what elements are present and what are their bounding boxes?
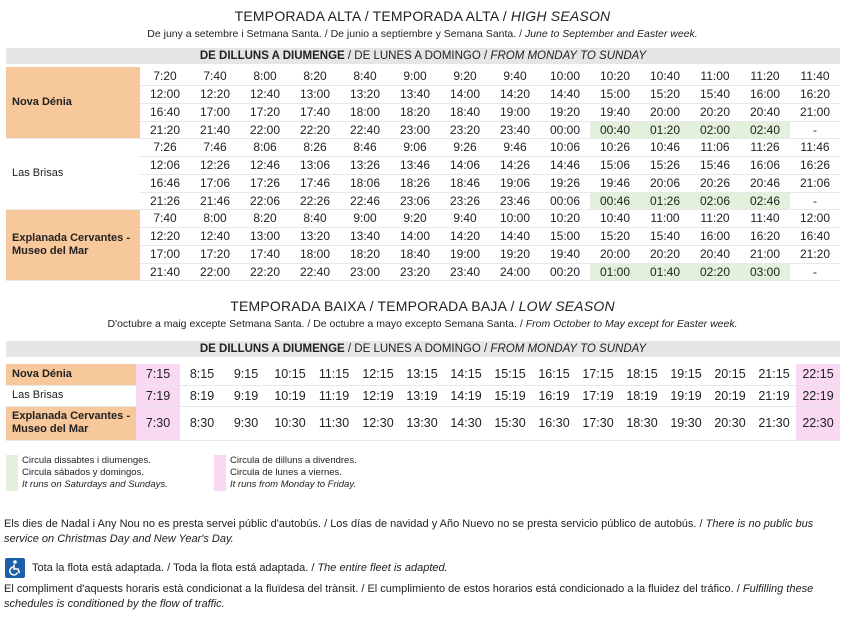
departure-time: 13:40 <box>340 227 390 245</box>
departure-time: 8:15 <box>180 364 224 385</box>
departure-time: 12:20 <box>190 85 240 103</box>
departure-time: 12:00 <box>790 209 840 227</box>
departure-time: 16:40 <box>140 103 190 121</box>
departure-time: 16:40 <box>790 227 840 245</box>
departure-time: 7:19 <box>136 385 180 406</box>
departure-time: 18:06 <box>340 174 390 192</box>
traffic-note-ca: El compliment d'aquests horaris està condicionat a la fluïdesa del trànsit. <box>4 583 359 595</box>
departure-time: 19:15 <box>664 364 708 385</box>
departure-time: 19:30 <box>664 406 708 440</box>
departure-time: 17:40 <box>290 103 340 121</box>
departure-time: 18:46 <box>440 174 490 192</box>
departure-time: 18:30 <box>620 406 664 440</box>
high-title-ca: TEMPORADA ALTA <box>234 8 361 24</box>
low-stop-name: Las Brisas <box>6 385 136 406</box>
departure-time: 8:00 <box>240 67 290 85</box>
departure-time: 17:30 <box>576 406 620 440</box>
departure-time: 18:00 <box>340 103 390 121</box>
departure-time: 17:46 <box>290 174 340 192</box>
departure-time: 11:00 <box>690 67 740 85</box>
departure-time: 00:00 <box>540 121 590 138</box>
departure-time: 12:40 <box>240 85 290 103</box>
departure-time: 10:19 <box>268 385 312 406</box>
low-sub-es: De octubre a mayo excepto Semana Santa. <box>313 318 517 330</box>
departure-time: 23:46 <box>490 192 540 209</box>
departure-time: 02:46 <box>740 192 790 209</box>
departure-time: 12:15 <box>356 364 400 385</box>
departure-time: 15:20 <box>590 227 640 245</box>
departure-time: 10:40 <box>640 67 690 85</box>
low-row <box>6 406 840 440</box>
departure-time: 18:20 <box>340 245 390 263</box>
high-days-es: DE LUNES A DOMINGO <box>354 50 481 62</box>
departure-time: 16:30 <box>532 406 576 440</box>
christmas-note-es: Los días de navidad y Año Nuevo no se presta servicio público de autobús. <box>330 518 697 530</box>
high-days-ca: DE DILLUNS A DIUMENGE <box>199 50 345 62</box>
departure-time: 17:00 <box>190 103 240 121</box>
departure-time: 22:00 <box>190 263 240 280</box>
departure-time: 22:20 <box>240 263 290 280</box>
weekend-legend-swatch <box>6 455 18 491</box>
departure-time: 7:30 <box>136 406 180 440</box>
christmas-note-en: There is no public bus service on Christmas Day and New Year's Day. <box>4 518 814 545</box>
departure-time: 15:15 <box>488 364 532 385</box>
wheelchair-icon <box>5 558 25 578</box>
departure-time: 14:19 <box>444 385 488 406</box>
departure-time: - <box>790 263 840 280</box>
departure-time: 14:00 <box>440 85 490 103</box>
low-sub-en: From October to May except for Easter week. <box>525 318 738 330</box>
departure-time: 9:20 <box>440 67 490 85</box>
departure-time: 11:40 <box>790 67 840 85</box>
departure-time: 20:26 <box>690 174 740 192</box>
departure-time: 15:40 <box>640 227 690 245</box>
departure-time: 9:30 <box>224 406 268 440</box>
departure-time: 20:46 <box>740 174 790 192</box>
departure-time: 19:00 <box>440 245 490 263</box>
departure-time: 17:15 <box>576 364 620 385</box>
departure-time: 15:20 <box>640 85 690 103</box>
departure-time: - <box>790 192 840 209</box>
departure-time: 22:40 <box>340 121 390 138</box>
departure-time: 14:40 <box>540 85 590 103</box>
low-days-bar: DE DILLUNS A DIUMENGE / DE LUNES A DOMINGO / FROM MONDAY TO SUNDAY <box>6 341 840 357</box>
departure-time: 16:19 <box>532 385 576 406</box>
departure-time: 19:06 <box>490 174 540 192</box>
departure-time: 9:00 <box>340 209 390 227</box>
departure-time: 18:00 <box>290 245 340 263</box>
departure-time: 9:40 <box>490 67 540 85</box>
departure-time: 13:15 <box>400 364 444 385</box>
low-title-ca: TEMPORADA BAIXA <box>230 298 366 314</box>
departure-time: 15:30 <box>488 406 532 440</box>
departure-time: 8:00 <box>190 209 240 227</box>
departure-time: 19:20 <box>540 103 590 121</box>
departure-time: 13:46 <box>390 156 440 174</box>
departure-time: 20:00 <box>640 103 690 121</box>
high-title-en: HIGH SEASON <box>510 8 611 24</box>
low-title-en: LOW SEASON <box>518 298 615 314</box>
departure-time: 11:30 <box>312 406 356 440</box>
low-days-ca: DE DILLUNS A DIUMENGE <box>199 343 345 355</box>
departure-time: 22:20 <box>290 121 340 138</box>
departure-time: 19:40 <box>540 245 590 263</box>
departure-time: 18:26 <box>390 174 440 192</box>
departure-time: 11:06 <box>690 138 740 156</box>
high-days-en: FROM MONDAY TO SUNDAY <box>490 50 647 62</box>
departure-time: 12:06 <box>140 156 190 174</box>
departure-time: 12:46 <box>240 156 290 174</box>
low-sub-ca: D'octubre a maig excepte Setmana Santa. <box>107 318 305 330</box>
departure-time: 7:15 <box>136 364 180 385</box>
departure-time: 23:00 <box>340 263 390 280</box>
departure-time: 20:30 <box>708 406 752 440</box>
departure-time: 13:00 <box>240 227 290 245</box>
departure-time: 23:20 <box>440 121 490 138</box>
departure-time: 02:20 <box>690 263 740 280</box>
departure-time: 20:19 <box>708 385 752 406</box>
departure-time: 9:26 <box>440 138 490 156</box>
departure-time: 15:00 <box>590 85 640 103</box>
departure-time: 7:40 <box>190 67 240 85</box>
low-stop-name: Explanada Cervantes - Museo del Mar <box>6 406 136 440</box>
weekend-legend-en: It runs on Saturdays and Sundays. <box>22 479 168 490</box>
departure-time: 16:20 <box>790 85 840 103</box>
departure-time: 16:46 <box>140 174 190 192</box>
high-sub-es: De junio a septiembre y Semana Santa. <box>330 28 517 40</box>
departure-time: 19:19 <box>664 385 708 406</box>
departure-time: 14:46 <box>540 156 590 174</box>
high-row <box>6 67 840 85</box>
departure-time: 10:30 <box>268 406 312 440</box>
low-row <box>6 385 840 406</box>
departure-time: 12:20 <box>140 227 190 245</box>
high-row <box>6 209 840 227</box>
high-season-subtitle: De juny a setembre i Setmana Santa. / De junio a septiembre y Semana Santa. / June to September and Easter week. <box>147 28 698 40</box>
departure-time: 7:20 <box>140 67 190 85</box>
departure-time: 20:40 <box>740 103 790 121</box>
departure-time: 19:20 <box>490 245 540 263</box>
departure-time: 12:19 <box>356 385 400 406</box>
departure-time: 18:19 <box>620 385 664 406</box>
departure-time: 21:40 <box>140 263 190 280</box>
departure-time: 19:26 <box>540 174 590 192</box>
departure-time: 21:06 <box>790 174 840 192</box>
weekend-legend <box>22 455 168 491</box>
fleet-note: Tota la flota està adaptada. / Toda la flota está adaptada. / The entire fleet is adapted. <box>32 562 448 574</box>
departure-time: 16:00 <box>740 85 790 103</box>
departure-time: 22:19 <box>796 385 840 406</box>
departure-time: 21:19 <box>752 385 796 406</box>
departure-time: 9:20 <box>390 209 440 227</box>
departure-time: 21:20 <box>790 245 840 263</box>
departure-time: 14:20 <box>490 85 540 103</box>
departure-time: 16:20 <box>740 227 790 245</box>
departure-time: 01:40 <box>640 263 690 280</box>
christmas-note: Els dies de Nadal i Any Nou no es presta servei públic d'autobús. / Los días de navidad y Año Nuevo no se presta servicio público de autobús. / There is no public bus service on Christmas Day and New Year's Day. <box>4 518 814 545</box>
departure-time: 19:40 <box>590 103 640 121</box>
departure-time: 11:19 <box>312 385 356 406</box>
departure-time: 8:30 <box>180 406 224 440</box>
departure-time: 10:15 <box>268 364 312 385</box>
departure-time: 21:46 <box>190 192 240 209</box>
departure-time: 15:40 <box>690 85 740 103</box>
departure-time: 22:46 <box>340 192 390 209</box>
fleet-note-es: Toda la flota está adaptada. <box>173 562 309 574</box>
weekday-legend-swatch <box>214 455 226 491</box>
departure-time: 10:46 <box>640 138 690 156</box>
departure-time: 14:20 <box>440 227 490 245</box>
departure-time: 18:20 <box>390 103 440 121</box>
departure-time: 13:30 <box>400 406 444 440</box>
departure-time: 23:00 <box>390 121 440 138</box>
departure-time: 8:40 <box>290 209 340 227</box>
departure-time: 24:00 <box>490 263 540 280</box>
departure-time: 11:40 <box>740 209 790 227</box>
departure-time: 17:19 <box>576 385 620 406</box>
traffic-note-en: Fulfilling these schedules is conditioned by the flow of traffic. <box>4 583 814 610</box>
departure-time: 13:20 <box>340 85 390 103</box>
departure-time: 18:40 <box>390 245 440 263</box>
departure-time: 8:40 <box>340 67 390 85</box>
fleet-note-ca: Tota la flota està adaptada. <box>32 562 165 574</box>
departure-time: 21:40 <box>190 121 240 138</box>
departure-time: 21:00 <box>790 103 840 121</box>
high-season-title: TEMPORADA ALTA / TEMPORADA ALTA / HIGH SEASON <box>234 8 611 24</box>
departure-time: 8:19 <box>180 385 224 406</box>
departure-time: 22:40 <box>290 263 340 280</box>
low-season-subtitle: D'octubre a maig excepte Setmana Santa. / De octubre a mayo excepto Semana Santa. / From October to May except for Easter week. <box>107 318 738 330</box>
traffic-note: El compliment d'aquests horaris està condicionat a la fluïdesa del trànsit. / El cumplimiento de estos horarios está condicionado a la fluidez del tráfico. / Fulfilling these schedules is conditioned by the flow of traffic. <box>4 583 814 610</box>
departure-time: 12:00 <box>140 85 190 103</box>
departure-time: 20:15 <box>708 364 752 385</box>
departure-time: 9:15 <box>224 364 268 385</box>
departure-time: 21:26 <box>140 192 190 209</box>
departure-time: 14:06 <box>440 156 490 174</box>
high-stop-name: Las Brisas <box>6 138 140 209</box>
departure-time: 10:06 <box>540 138 590 156</box>
departure-time: 16:06 <box>740 156 790 174</box>
departure-time: 11:46 <box>790 138 840 156</box>
departure-time: 21:00 <box>740 245 790 263</box>
departure-time: 18:40 <box>440 103 490 121</box>
departure-time: 13:00 <box>290 85 340 103</box>
departure-time: 12:26 <box>190 156 240 174</box>
departure-time: 15:00 <box>540 227 590 245</box>
departure-time: 14:00 <box>390 227 440 245</box>
departure-time: 17:00 <box>140 245 190 263</box>
low-season-table <box>6 364 840 441</box>
departure-time: 9:19 <box>224 385 268 406</box>
departure-time: 13:20 <box>290 227 340 245</box>
departure-time: 14:26 <box>490 156 540 174</box>
departure-time: 11:00 <box>640 209 690 227</box>
departure-time: 10:40 <box>590 209 640 227</box>
departure-time: 17:26 <box>240 174 290 192</box>
weekend-legend-es: Circula sábados y domingos. <box>22 467 144 478</box>
departure-time: 23:26 <box>440 192 490 209</box>
departure-time: 23:40 <box>490 121 540 138</box>
departure-time: 13:26 <box>340 156 390 174</box>
departure-time: 8:20 <box>240 209 290 227</box>
departure-time: 20:06 <box>640 174 690 192</box>
departure-time: 18:15 <box>620 364 664 385</box>
departure-time: 8:46 <box>340 138 390 156</box>
weekday-legend <box>230 455 357 491</box>
high-title-es: TEMPORADA ALTA <box>372 8 499 24</box>
christmas-note-ca: Els dies de Nadal i Any Nou no es presta servei públic d'autobús. <box>4 518 322 530</box>
departure-time: 10:00 <box>490 209 540 227</box>
departure-time: 22:26 <box>290 192 340 209</box>
departure-time: 02:00 <box>690 121 740 138</box>
departure-time: 10:20 <box>540 209 590 227</box>
departure-time: 13:19 <box>400 385 444 406</box>
high-sub-en: June to September and Easter week. <box>524 28 698 40</box>
departure-time: 02:40 <box>740 121 790 138</box>
departure-time: 17:20 <box>240 103 290 121</box>
traffic-note-es: El cumplimiento de estos horarios está condicionado a la fluidez del tráfico. <box>367 583 734 595</box>
departure-time: 03:00 <box>740 263 790 280</box>
departure-time: 8:06 <box>240 138 290 156</box>
weekday-legend-en: It runs from Monday to Friday. <box>230 479 357 490</box>
departure-time: 21:15 <box>752 364 796 385</box>
low-days-en: FROM MONDAY TO SUNDAY <box>490 343 647 355</box>
low-row <box>6 364 840 385</box>
departure-time: 14:40 <box>490 227 540 245</box>
departure-time: 11:15 <box>312 364 356 385</box>
departure-time: 22:00 <box>240 121 290 138</box>
departure-time: 21:30 <box>752 406 796 440</box>
departure-time: 23:40 <box>440 263 490 280</box>
departure-time: 00:20 <box>540 263 590 280</box>
departure-time: 00:06 <box>540 192 590 209</box>
departure-time: 20:40 <box>690 245 740 263</box>
departure-time: 13:40 <box>390 85 440 103</box>
departure-time: 12:40 <box>190 227 240 245</box>
departure-time: 14:30 <box>444 406 488 440</box>
departure-time: 17:20 <box>190 245 240 263</box>
high-days-bar: DE DILLUNS A DIUMENGE / DE LUNES A DOMINGO / FROM MONDAY TO SUNDAY <box>6 48 840 64</box>
high-season-table <box>6 67 840 281</box>
departure-time: 22:06 <box>240 192 290 209</box>
departure-time: 15:19 <box>488 385 532 406</box>
departure-time: 02:06 <box>690 192 740 209</box>
departure-time: - <box>790 121 840 138</box>
departure-time: 9:00 <box>390 67 440 85</box>
departure-time: 16:00 <box>690 227 740 245</box>
departure-time: 01:00 <box>590 263 640 280</box>
high-stop-name: Explanada Cervantes - Museo del Mar <box>6 209 140 280</box>
weekday-legend-es: Circula de lunes a viernes. <box>230 467 342 478</box>
departure-time: 13:06 <box>290 156 340 174</box>
departure-time: 8:20 <box>290 67 340 85</box>
departure-time: 21:20 <box>140 121 190 138</box>
departure-time: 20:20 <box>640 245 690 263</box>
low-days-es: DE LUNES A DOMINGO <box>354 343 481 355</box>
departure-time: 00:40 <box>590 121 640 138</box>
departure-time: 9:46 <box>490 138 540 156</box>
departure-time: 7:26 <box>140 138 190 156</box>
high-sub-ca: De juny a setembre i Setmana Santa. <box>147 28 322 40</box>
departure-time: 7:46 <box>190 138 240 156</box>
departure-time: 17:40 <box>240 245 290 263</box>
departure-time: 22:15 <box>796 364 840 385</box>
departure-time: 23:20 <box>390 263 440 280</box>
departure-time: 7:40 <box>140 209 190 227</box>
departure-time: 10:26 <box>590 138 640 156</box>
departure-time: 15:46 <box>690 156 740 174</box>
departure-time: 10:00 <box>540 67 590 85</box>
departure-time: 10:20 <box>590 67 640 85</box>
departure-time: 19:46 <box>590 174 640 192</box>
weekend-legend-ca: Circula dissabtes i diumenges. <box>22 455 151 466</box>
low-stop-name: Nova Dénia <box>6 364 136 385</box>
weekday-legend-ca: Circula de dilluns a divendres. <box>230 455 357 466</box>
departure-time: 9:06 <box>390 138 440 156</box>
departure-time: 00:46 <box>590 192 640 209</box>
departure-time: 12:30 <box>356 406 400 440</box>
departure-time: 20:20 <box>690 103 740 121</box>
high-stop-name: Nova Dénia <box>6 67 140 138</box>
low-season-title: TEMPORADA BAIXA / TEMPORADA BAJA / LOW SEASON <box>230 298 615 314</box>
departure-time: 20:00 <box>590 245 640 263</box>
departure-time: 01:26 <box>640 192 690 209</box>
departure-time: 11:20 <box>740 67 790 85</box>
departure-time: 16:15 <box>532 364 576 385</box>
departure-time: 16:26 <box>790 156 840 174</box>
departure-time: 17:06 <box>190 174 240 192</box>
departure-time: 15:26 <box>640 156 690 174</box>
departure-time: 23:06 <box>390 192 440 209</box>
fleet-note-en: The entire fleet is adapted. <box>317 562 448 574</box>
departure-time: 15:06 <box>590 156 640 174</box>
departure-time: 11:26 <box>740 138 790 156</box>
high-row <box>6 138 840 156</box>
departure-time: 9:40 <box>440 209 490 227</box>
departure-time: 14:15 <box>444 364 488 385</box>
departure-time: 22:30 <box>796 406 840 440</box>
departure-time: 11:20 <box>690 209 740 227</box>
low-title-es: TEMPORADA BAJA <box>377 298 507 314</box>
departure-time: 8:26 <box>290 138 340 156</box>
departure-time: 01:20 <box>640 121 690 138</box>
departure-time: 19:00 <box>490 103 540 121</box>
